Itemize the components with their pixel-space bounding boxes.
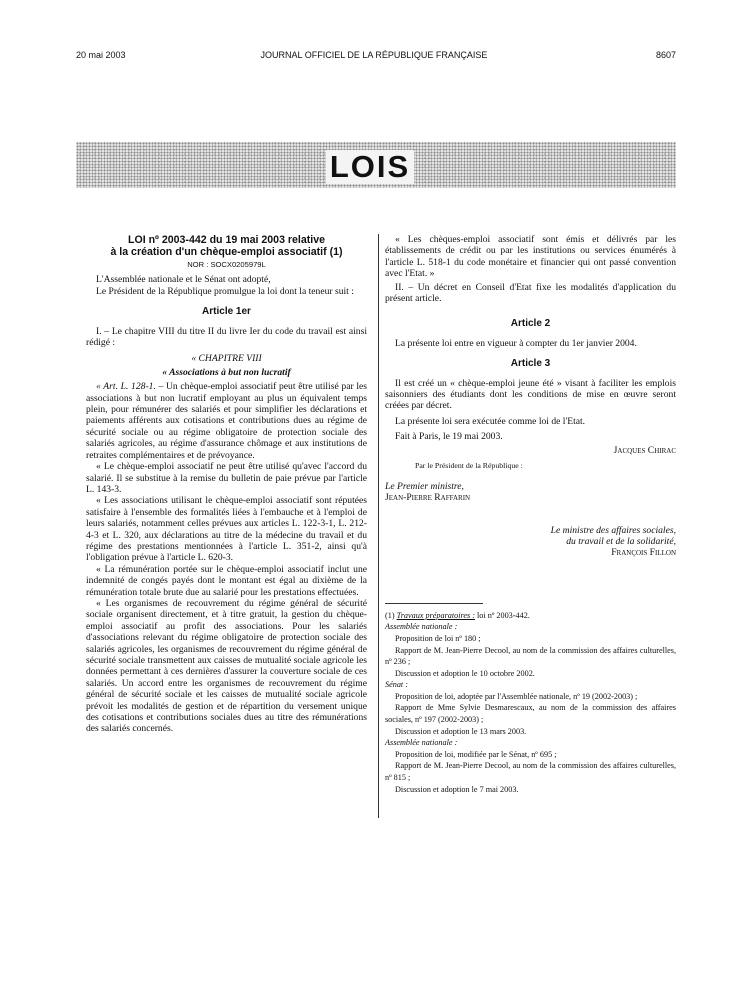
by-the-president: Par le Président de la République :	[415, 461, 523, 471]
article-2-text: La présente loi entre en vigueur à compter du 1er janvier 2004.	[395, 337, 637, 349]
paragraph-formalites: « Les associations utilisant le chèque-emploi associatif sont réputées satisfaire à l'ensemble des formalités liées à l'embauche et à l'emploi de leurs salariés, notamment celles prévues aux articles L. 122-3-1, L. 212-4-3 et L. 320, aux déclarations au titre de la médecine du travail et du régime des prestations mentionnées à l'article L. 351-2, ainsi qu'à l'obligation prévue à l'article L. 620-3.	[86, 495, 367, 564]
law-title-line-2: à la création d'un chèque-emploi associatif (1)	[110, 246, 343, 258]
article-3-heading: Article 3	[510, 358, 551, 370]
paragraph-accord: « Le chèque-emploi associatif ne peut être utilisé qu'avec l'accord du salarié. Il se substitue à la remise du bulletin de paie prévue par l'article L. 143-3.	[86, 461, 367, 495]
footnote	[385, 610, 676, 796]
header-date: 20 mai 2003	[76, 50, 126, 60]
article-l128-1	[86, 381, 367, 461]
assemblee-1-item: Discussion et adoption le 10 octobre 2002.	[395, 668, 535, 678]
journal-title: JOURNAL OFFICIEL DE LA RÉPUBLIQUE FRANÇAISE	[260, 50, 488, 60]
paragraph-decret: II. – Un décret en Conseil d'Etat fixe les modalités d'application du présent article.	[385, 281, 676, 305]
senat-item: Proposition de loi, adoptée par l'Assemblée nationale, nº 19 (2002-2003) ;	[395, 691, 638, 701]
minister-title-line-2: du travail et de la solidarité,	[566, 536, 676, 548]
assemblee-1-item: Proposition de loi nº 180 ;	[395, 633, 481, 643]
article-1-paragraph-1: I. – Le chapitre VIII du titre II du livre Ier du code du travail est ainsi rédigé :	[86, 325, 367, 349]
prime-minister-title: Le Premier ministre,	[385, 480, 464, 492]
section-banner-title: LOIS	[326, 150, 414, 184]
assemblee-2-item: Rapport de M. Jean-Pierre Decool, au nom de la commission des affaires culturelles, nº 815 ;	[385, 761, 676, 783]
article-1-heading: Article 1er	[202, 306, 251, 318]
footnote-rule	[385, 603, 483, 604]
section-heading: « Associations à but non lucratif	[162, 366, 291, 378]
travaux-preparatoires-label: Travaux préparatoires :	[396, 610, 475, 620]
article-3-text: Il est créé un « chèque-emploi jeune été » visant à faciliter les emplois saisonniers des étudiants dont les conditions de mise en œuvre seront créées par décret.	[385, 377, 676, 412]
footnote-law-reference: loi nº 2003-442.	[474, 610, 530, 620]
prime-minister-name: Jean-Pierre Raffarin	[385, 491, 471, 503]
intro-adopted: L'Assemblée nationale et le Sénat ont adopté,	[96, 274, 271, 286]
left-column	[86, 234, 367, 735]
paragraph-remuneration: « La rémunération portée sur le chèque-emploi associatif inclut une indemnité de congés payés dont le montant est égal au dixième de la rémunération totale brute due au salarié pour les prestations effectuées.	[86, 563, 367, 598]
footnote-lead	[385, 610, 676, 622]
article-l128-1-reference: « Art. L. 128-1.	[96, 381, 156, 393]
senat-item: Discussion et adoption le 13 mars 2003.	[395, 726, 527, 736]
signing-place-date: Fait à Paris, le 19 mai 2003.	[395, 431, 503, 443]
assemblee-2-item: Discussion et adoption le 7 mai 2003.	[395, 784, 519, 794]
article-l128-1-text: – Un chèque-emploi associatif peut être utilisé par les associations à but non lucratif employant au plus un équivalent temps plein, pour rémunérer des salariés et pour simplifier les déclarations et paiements afférents aux cotisations et contributions dues au régime de sécurité sociale ou au régime obligatoire de protection sociale des salariés agricoles, au régime d'assurance chômage et aux institutions de retraites complémentaires et de prévoyance.	[86, 381, 367, 461]
assemblee-1-label: Assemblée nationale :	[385, 622, 458, 632]
paragraph-emis: « Les chèques-emploi associatif sont émis et délivrés par les établissements de crédit ou par les institutions ou services énumérés à l'article L. 518-1 du code monétaire et financier qui ont passé convention avec l'Etat. »	[385, 234, 676, 280]
footnote-number: (1)	[385, 610, 397, 620]
right-column	[385, 234, 676, 795]
minister-title-line-1: Le ministre des affaires sociales,	[550, 525, 676, 537]
president-signature: Jacques Chirac	[613, 444, 676, 456]
chapter-heading: « CHAPITRE VIII	[191, 353, 262, 365]
minister-name: François Fillon	[611, 547, 676, 559]
execution-clause: La présente loi sera exécutée comme loi de l'Etat.	[395, 415, 586, 427]
article-2-heading: Article 2	[510, 318, 551, 330]
law-title-line-1: LOI nº 2003-442 du 19 mai 2003 relative	[127, 234, 326, 246]
assemblee-2-label: Assemblée nationale :	[385, 738, 458, 748]
senat-item: Rapport de Mme Sylvie Desmarescaux, au nom de la commission des affaires sociales, nº 197 (2002-2003) ;	[385, 703, 676, 725]
page-number: 8607	[655, 50, 676, 60]
paragraph-organismes: « Les organismes de recouvrement du régime général de sécurité sociale organisent directement, et à titre gratuit, la gestion du chèque-emploi associatif au profit des associations. Pour les salariés d'associations relevant du régime obligatoire de protection sociale des salariés agricoles, les organismes de recouvrement du régime général de sécurité sociale transmettent aux caisses de mutualité sociale agricole les données permettant à ces dernières d'assurer la couverture sociale de ces salariés. Un accord entre les organismes de recouvrement du régime général de sécurité sociale et les caisses de mutualité sociale agricole prévoit les modalités de gestion et de répartition du versement unique des cotisations et contributions sociales dues au titre des rémunérations des salariés concernés.	[86, 597, 367, 735]
senat-label: Sénat :	[385, 680, 408, 690]
column-divider	[378, 234, 379, 818]
intro-promulgation: Le Président de la République promulgue la loi dont la teneur suit :	[96, 285, 354, 297]
nor-reference: NOR : SOCX0205979L	[187, 260, 266, 269]
assemblee-2-item: Proposition de loi, modifiée par le Sénat, nº 695 ;	[395, 749, 557, 759]
assemblee-1-item: Rapport de M. Jean-Pierre Decool, au nom de la commission des affaires culturelles, nº 236 ;	[385, 645, 676, 667]
